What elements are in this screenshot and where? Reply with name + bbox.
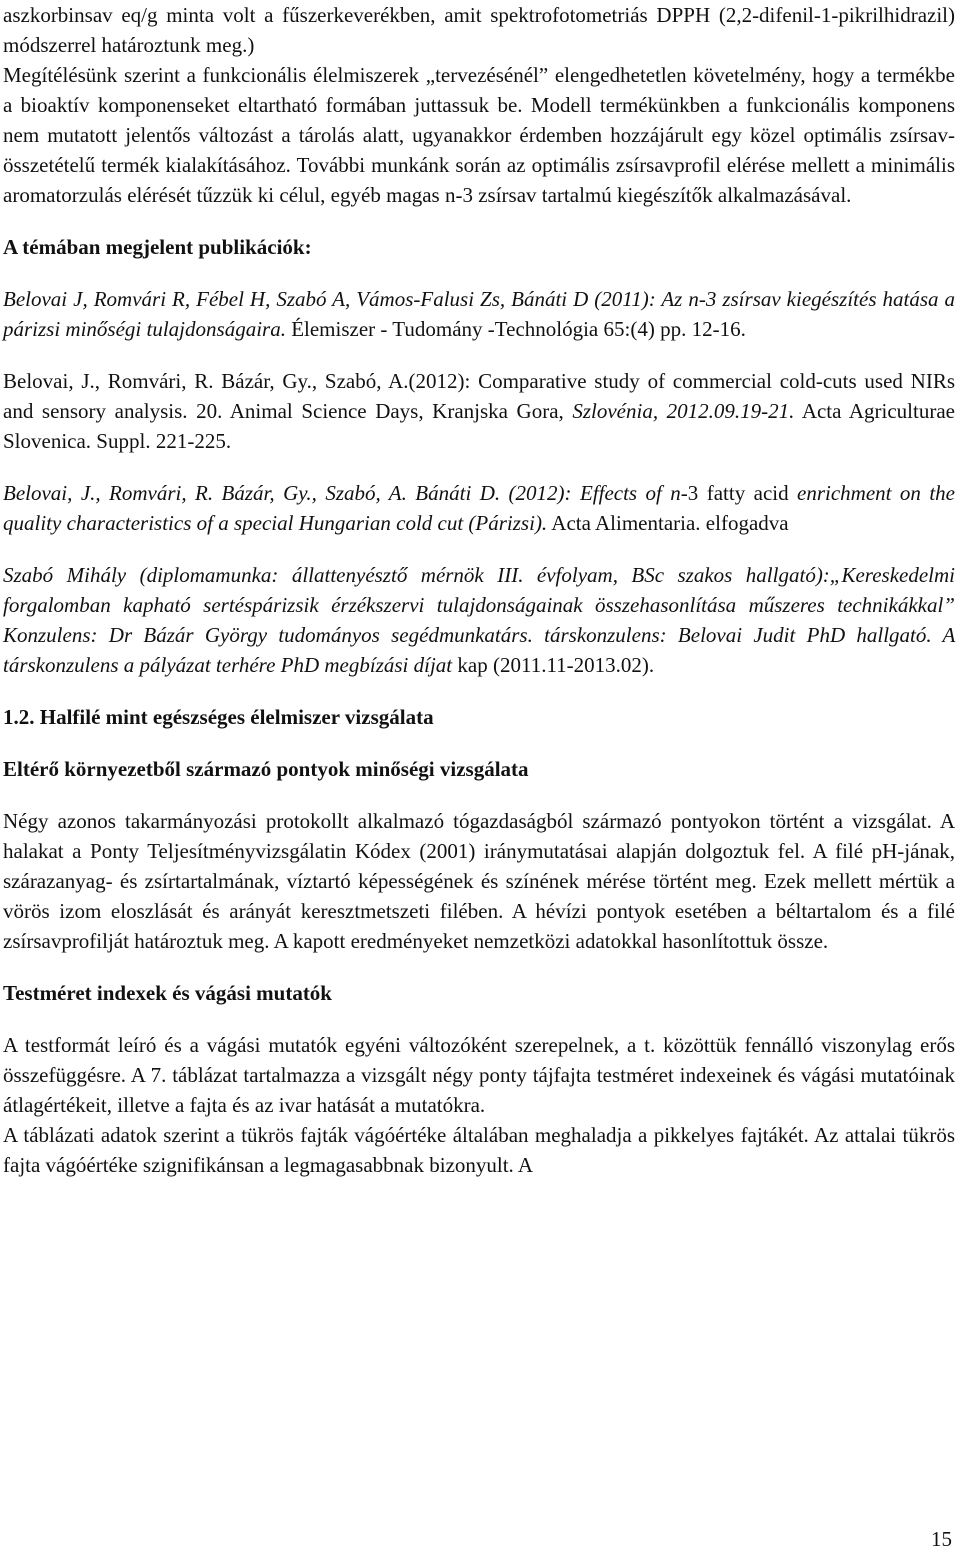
publication-3-authors: Belovai, J., Romvári, R. Bázár, Gy., Szabó, A. Bánáti D. (2012): Effects of n [3, 481, 681, 505]
subsection-title-body-indices: Testméret indexek és vágási mutatók [3, 981, 332, 1005]
publication-1-authors: Belovai J, Romvári R, Fébel H, Szabó A, Vámos-Falusi Zs, Bánáti D (2011): Az n-3 zsírsav kiegészítés hatása a párizsi minőségi tulajdonságaira. [3, 287, 955, 341]
publication-2-event: 20. Animal Science Days, Kranjska Gora, [187, 399, 573, 423]
publication-3-title: enrichment on the quality characteristics of a special Hungarian cold cut (Párizsi). [3, 481, 956, 535]
publication-3-journal: Acta Alimentaria. elfogadva [547, 511, 789, 535]
thesis-note-main: Szabó Mihály (diplomamunka: állattenyésztő mérnök III. évfolyam, BSc szakos hallgató):„Kereskedelmi forgalomban kapható sertéspárizsik érzékszervi tulajdonságainak összehasonlítása műszeres technikákkal” Konzulens: Dr Bázár György tudományos segédmunkatárs. társkonzulens: Belovai Judit PhD hallgató. A [3, 563, 955, 647]
paragraph-carp-methods: Négy azonos takarmányozási protokollt alkalmazó tógazdaságból származó pontyokon történt a vizsgálat. A halakat a Ponty Teljesítményvizsgálatin Kódex (2001) iránymutatásai alapján dolgoztuk fel. A filé pH-jának, szárazanyag- és zsírtartalmának, víztartó képességének és színének mérése történt meg. Ezek mellett mértük a vörös izom eloszlását és arányát keresztmetszeti filében. A hévízi pontyok esetében a béltartalom és a filé zsírsavprofilját határoztuk meg. A kapott eredményeket nemzetközi adatokkal hasonlítottuk össze. [3, 809, 955, 953]
publication-3 [3, 478, 955, 538]
publication-2 [3, 366, 955, 456]
paragraph-intro: aszkorbinsav eq/g minta volt a fűszerkeverékben, amit spektrofotometriás DPPH (2,2-difenil-1-pikrilhidrazil) módszerrel határoztunk meg.) [3, 3, 955, 57]
publication-1-source: Élemiszer - Tudomány -Technológia 65:(4) pp. 12-16. [285, 317, 746, 341]
paragraph-body-indices: A testformát leíró és a vágási mutatók egyéni változóként szerepelnek, a t. közöttük fennálló viszonylag erős összefüggésre. A 7. táblázat tartalmazza a vizsgált négy ponty tájfajta testméret indexeinek és vágási mutatóinak átlagértékeit, illetve a fajta és az ivar hatását a mutatókra. [3, 1033, 955, 1117]
document-page [3, 0, 955, 1180]
publication-2-place-date: Szlovénia, 2012.09.19-21. [572, 399, 795, 423]
paragraph-table-data: A táblázati adatok szerint a tükrös fajták vágóértéke általában meghaladja a pikkelyes fajtákét. Az attalai tükrös fajta vágóértéke szignifikánsan a legmagasabbnak bizonyult. A [3, 1123, 955, 1177]
publication-2-authors: Belovai, J., Romvári, R. Bázár, Gy., Szabó, A.(2012): Comparative study of commercial [3, 369, 772, 393]
thesis-note [3, 560, 955, 680]
publications-heading: A témában megjelent publikációk: [3, 235, 312, 259]
thesis-note-period: kap (2011.11-2013.02). [452, 653, 655, 677]
subsection-title-carp-quality: Eltérő környezetből származó pontyok minőségi vizsgálata [3, 757, 529, 781]
publication-3-title-part: -3 fatty acid [680, 481, 798, 505]
section-title: 1.2. Halfilé mint egészséges élelmiszer vizsgálata [3, 705, 434, 729]
publication-2-journal: Acta Agriculturae Slovenica. Suppl. 221-225. [3, 399, 955, 453]
publication-1 [3, 284, 955, 344]
thesis-note-funding: társkonzulens a pályázat terhére PhD megbízási díjat [3, 653, 453, 677]
page-number: 15 [931, 1527, 952, 1551]
paragraph-conclusion: Megítélésünk szerint a funkcionális élelmiszerek „tervezésénél” elengedhetetlen követelmény, hogy a termékbe a bioaktív komponenseket eltartható formában juttassuk be. Modell termékünkben a funkcionális komponens nem mutatott jelentős változást a tárolás alatt, ugyanakkor érdemben hozzájárult egy közel optimális zsírsav-összetételű termék kialakításához. További munkánk során az optimális zsírsavprofil elérése mellett a minimális aromatorzulás elérését tűzzük ki célul, egyéb magas n-3 zsírsav tartalmú kiegészítők alkalmazásával. [3, 63, 955, 207]
publication-2-title-end: cold-cuts used NIRs and sensory analysis. [3, 369, 956, 423]
